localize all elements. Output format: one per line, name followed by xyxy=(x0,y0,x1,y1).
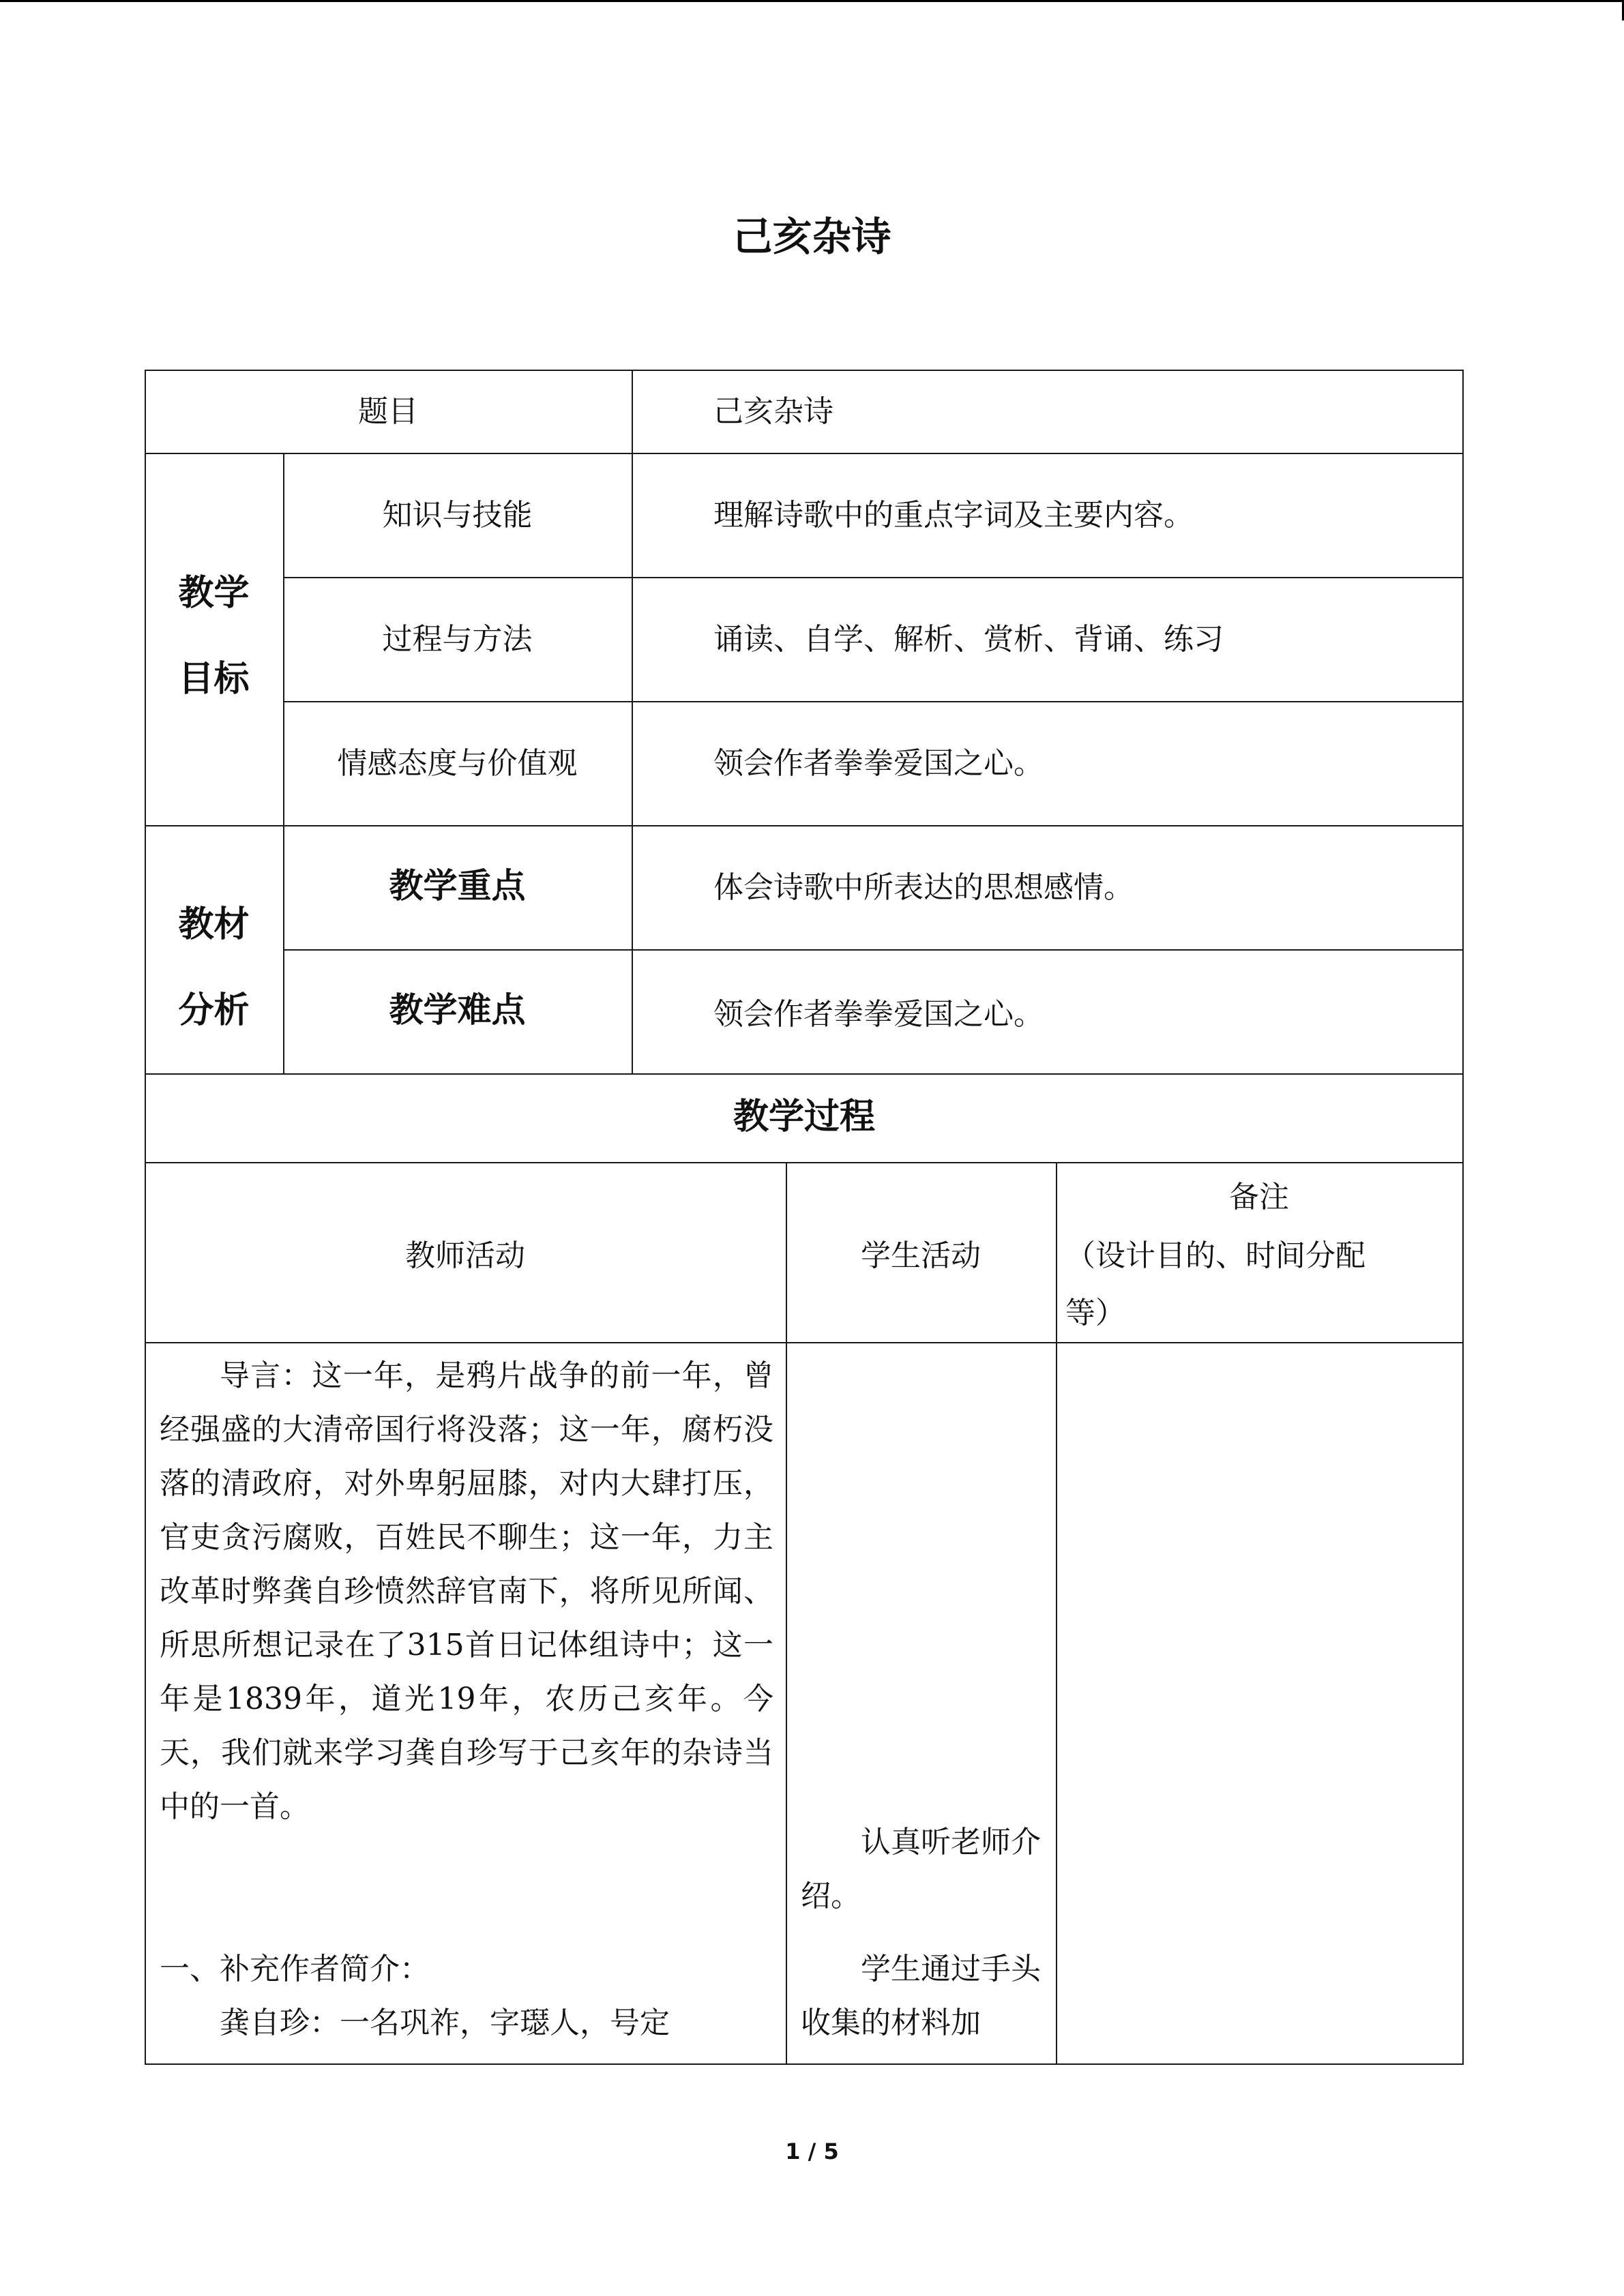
column-header-notes: （设计目的、时间分配 xyxy=(1065,1238,1365,1273)
objectives-group-label: 目标 xyxy=(178,659,250,700)
table-border-left xyxy=(145,370,146,2065)
teacher-author-paragraph: 龚自珍：一名巩祚，字璱人，号定 xyxy=(220,2006,670,2040)
table-divider xyxy=(283,577,1464,578)
objective-value: 领会作者拳拳爱国之心。 xyxy=(713,746,1044,781)
table-border-top xyxy=(145,370,1464,371)
table-divider xyxy=(145,1073,1464,1075)
table-divider xyxy=(283,701,1464,702)
page-title: 己亥杂诗 xyxy=(733,213,891,260)
objective-label: 过程与方法 xyxy=(382,622,533,657)
table-divider xyxy=(145,453,1464,454)
topic-value: 己亥杂诗 xyxy=(713,394,833,429)
column-header-student: 学生活动 xyxy=(861,1238,981,1273)
column-header-notes: 备注 xyxy=(1229,1180,1289,1214)
column-header-teacher: 教师活动 xyxy=(405,1238,525,1273)
table-divider xyxy=(145,1342,1464,1343)
top-border-line xyxy=(0,0,1624,2)
table-divider xyxy=(145,1162,1464,1163)
student-activity-text: 认真听老师介绍。 xyxy=(801,1825,1041,1913)
analysis-label: 教学重点 xyxy=(389,866,526,906)
topic-label: 题目 xyxy=(358,394,418,429)
table-border-right xyxy=(1462,370,1464,2065)
table-border-bottom xyxy=(145,2063,1464,2065)
objective-label: 情感态度与价值观 xyxy=(337,746,578,781)
teacher-intro-paragraph: 导言：这一年，是鸦片战争的前一年，曾经强盛的大清帝国行将没落；这一年，腐朽没落的清政府，对外卑躬屈膝，对内大肆打压，官吏贪污腐败，百姓民不聊生；这一年，力主改革时弊龚自珍愤然辞官南下，将所见所闻、所思所想记录在了315首日记体组诗中；这一年是1839年，道光19年，农历己亥年。今天，我们就来学习龚自珍写于己亥年的杂诗当中的一首。 xyxy=(160,1358,773,1824)
analysis-group-label: 分析 xyxy=(178,990,250,1031)
page-number: 1 / 5 xyxy=(785,2138,839,2164)
teacher-section-heading: 一、补充作者简介： xyxy=(160,1952,430,1986)
table-divider xyxy=(145,825,1464,826)
analysis-value: 领会作者拳拳爱国之心。 xyxy=(713,997,1044,1032)
table-divider xyxy=(283,949,1464,951)
analysis-value: 体会诗歌中所表达的思想感情。 xyxy=(713,870,1134,905)
objective-label: 知识与技能 xyxy=(382,498,533,533)
student-activity-text: 学生通过手头收集的材料加 xyxy=(801,1952,1041,2040)
table-divider xyxy=(1056,1162,1057,2065)
analysis-group-label: 教材 xyxy=(178,904,250,945)
lesson-plan-table xyxy=(145,370,1464,2065)
objective-value: 理解诗歌中的重点字词及主要内容。 xyxy=(713,498,1194,533)
objective-value: 诵读、自学、解析、赏析、背诵、练习 xyxy=(713,622,1224,657)
analysis-label: 教学难点 xyxy=(389,990,526,1030)
table-divider xyxy=(786,1162,787,2065)
column-header-notes: 等） xyxy=(1065,1296,1125,1330)
objectives-group-label: 教学 xyxy=(178,573,250,614)
process-title: 教学过程 xyxy=(733,1097,875,1137)
table-divider xyxy=(632,370,633,1073)
